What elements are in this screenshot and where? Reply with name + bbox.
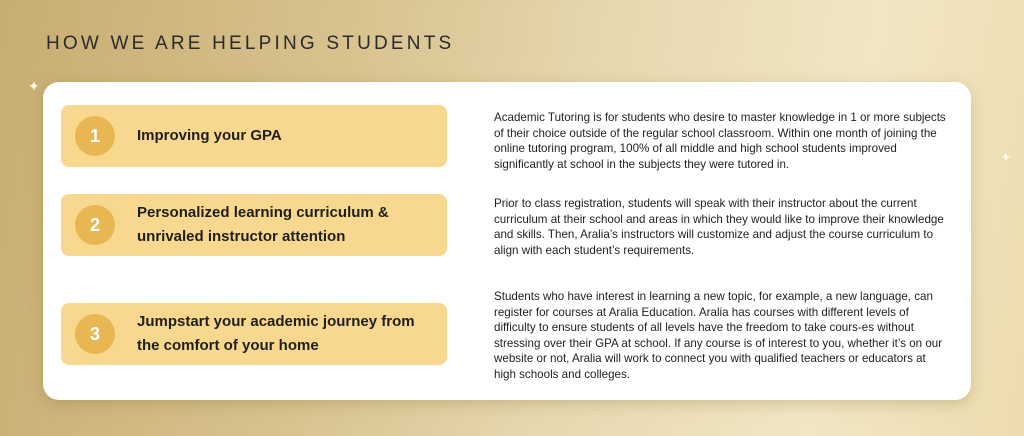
item-title: Jumpstart your academic journey from the comfort of your home — [137, 313, 415, 354]
item-2-pill — [61, 194, 447, 256]
number-badge: 2 — [75, 205, 115, 245]
item-3-pill — [61, 303, 447, 365]
item-title: Improving your GPA — [137, 127, 282, 144]
sparkle-icon: ✦ — [28, 78, 40, 94]
item-1-pill — [61, 105, 447, 167]
sparkle-icon: ✦ — [1000, 149, 1012, 165]
number-badge: 3 — [75, 314, 115, 354]
item-description: Academic Tutoring is for students who desire to master knowledge in 1 or more subjects of their choice outside of the regular school classroom. Within one month of joining the online tutoring program, 100% of all middle and high school students improved significantly at school in the subjects they were tutored in. — [494, 111, 946, 171]
item-title: Personalized learning curriculum & unrivaled instructor attention — [137, 204, 389, 245]
item-description: Prior to class registration, students will speak with their instructor about the current curriculum at their school and areas in which they would like to improve their knowledge and skills. Then, Aralia’s instructors will customize and adjust the course curriculum to align with each student’s requirements. — [494, 197, 944, 257]
number-badge: 1 — [75, 116, 115, 156]
page-title: HOW WE ARE HELPING STUDENTS — [46, 33, 455, 54]
item-description: Students who have interest in learning a new topic, for example, a new language, can register for courses at Aralia Education. Aralia has courses with different levels of difficulty to ensure students of all levels have the freedom to take cours-es without stressing over their GPA at school. If any course is of interest to you, whether it’s on our website or not, Aralia will work to connect you with qualified teachers or educators at high schools and colleges. — [494, 290, 943, 381]
content-card — [43, 82, 971, 400]
